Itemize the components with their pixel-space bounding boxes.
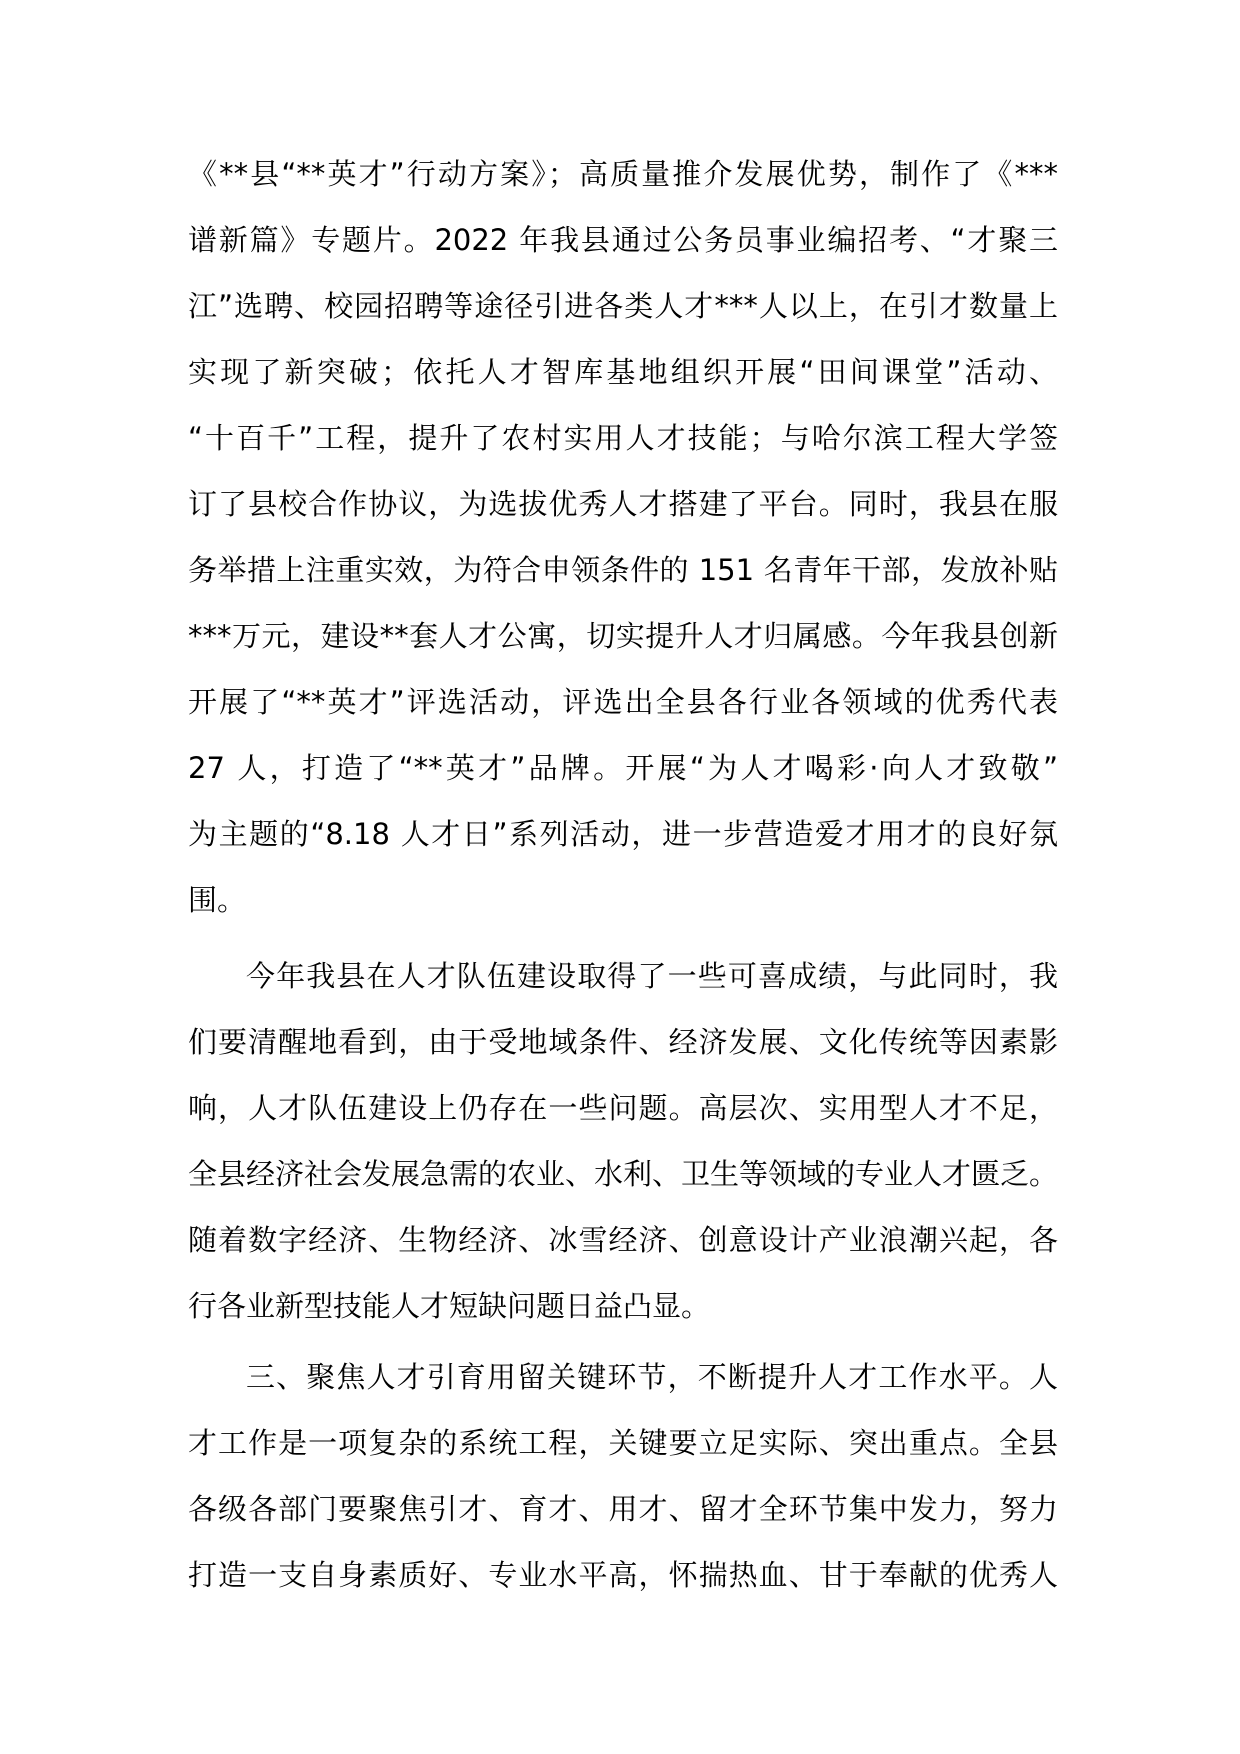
- text-line: 《**县“**英才”行动方案》；高质量推介发展优势，制作了《***: [188, 157, 1058, 191]
- text-line: “十百千”工程，提升了农村实用人才技能；与哈尔滨工程大学签: [188, 421, 1058, 455]
- text-line: 谱新篇》专题片。2022 年我县通过公务员事业编招考、“才聚三: [188, 223, 1058, 257]
- text-line: 为主题的“8.18 人才日”系列活动，进一步营造爱才用才的良好氛: [188, 817, 1058, 851]
- text-line: 开展了“**英才”评选活动，评选出全县各行业各领域的优秀代表: [188, 685, 1058, 719]
- text-line: 今年我县在人才队伍建设取得了一些可喜成绩，与此同时，我: [246, 959, 1058, 993]
- text-line: 随着数字经济、生物经济、冰雪经济、创意设计产业浪潮兴起，各: [188, 1223, 1058, 1257]
- text-line: 行各业新型技能人才短缺问题日益凸显。: [188, 1289, 711, 1323]
- text-line: 各级各部门要聚焦引才、育才、用才、留才全环节集中发力，努力: [188, 1492, 1058, 1526]
- text-line: 三、聚焦人才引育用留关键环节，不断提升人才工作水平。人: [246, 1360, 1058, 1394]
- text-line: 才工作是一项复杂的系统工程，关键要立足实际、突出重点。全县: [188, 1426, 1058, 1460]
- paragraph-2: [188, 943, 1058, 1339]
- text-line: 江”选聘、校园招聘等途径引进各类人才***人以上，在引才数量上: [188, 289, 1058, 323]
- text-line: 实现了新突破；依托人才智库基地组织开展“田间课堂”活动、: [188, 355, 1058, 389]
- text-line: 围。: [188, 883, 247, 917]
- paragraph-3: [188, 1344, 1058, 1608]
- text-line: 响，人才队伍建设上仍存在一些问题。高层次、实用型人才不足，: [188, 1091, 1058, 1125]
- paragraph-1: [188, 141, 1058, 933]
- text-line: 订了县校合作协议，为选拔优秀人才搭建了平台。同时，我县在服: [188, 487, 1058, 521]
- text-line: 全县经济社会发展急需的农业、水利、卫生等领域的专业人才匮乏。: [188, 1157, 1059, 1191]
- text-line: 们要清醒地看到，由于受地域条件、经济发展、文化传统等因素影: [188, 1025, 1058, 1059]
- text-line: 务举措上注重实效，为符合申领条件的 151 名青年干部，发放补贴: [188, 553, 1058, 587]
- text-line: ***万元，建设**套人才公寓，切实提升人才归属感。今年我县创新: [188, 619, 1058, 653]
- text-line: 27 人，打造了“**英才”品牌。开展“为人才喝彩·向人才致敬”: [188, 751, 1058, 785]
- text-line: 打造一支自身素质好、专业水平高，怀揣热血、甘于奉献的优秀人: [188, 1558, 1058, 1592]
